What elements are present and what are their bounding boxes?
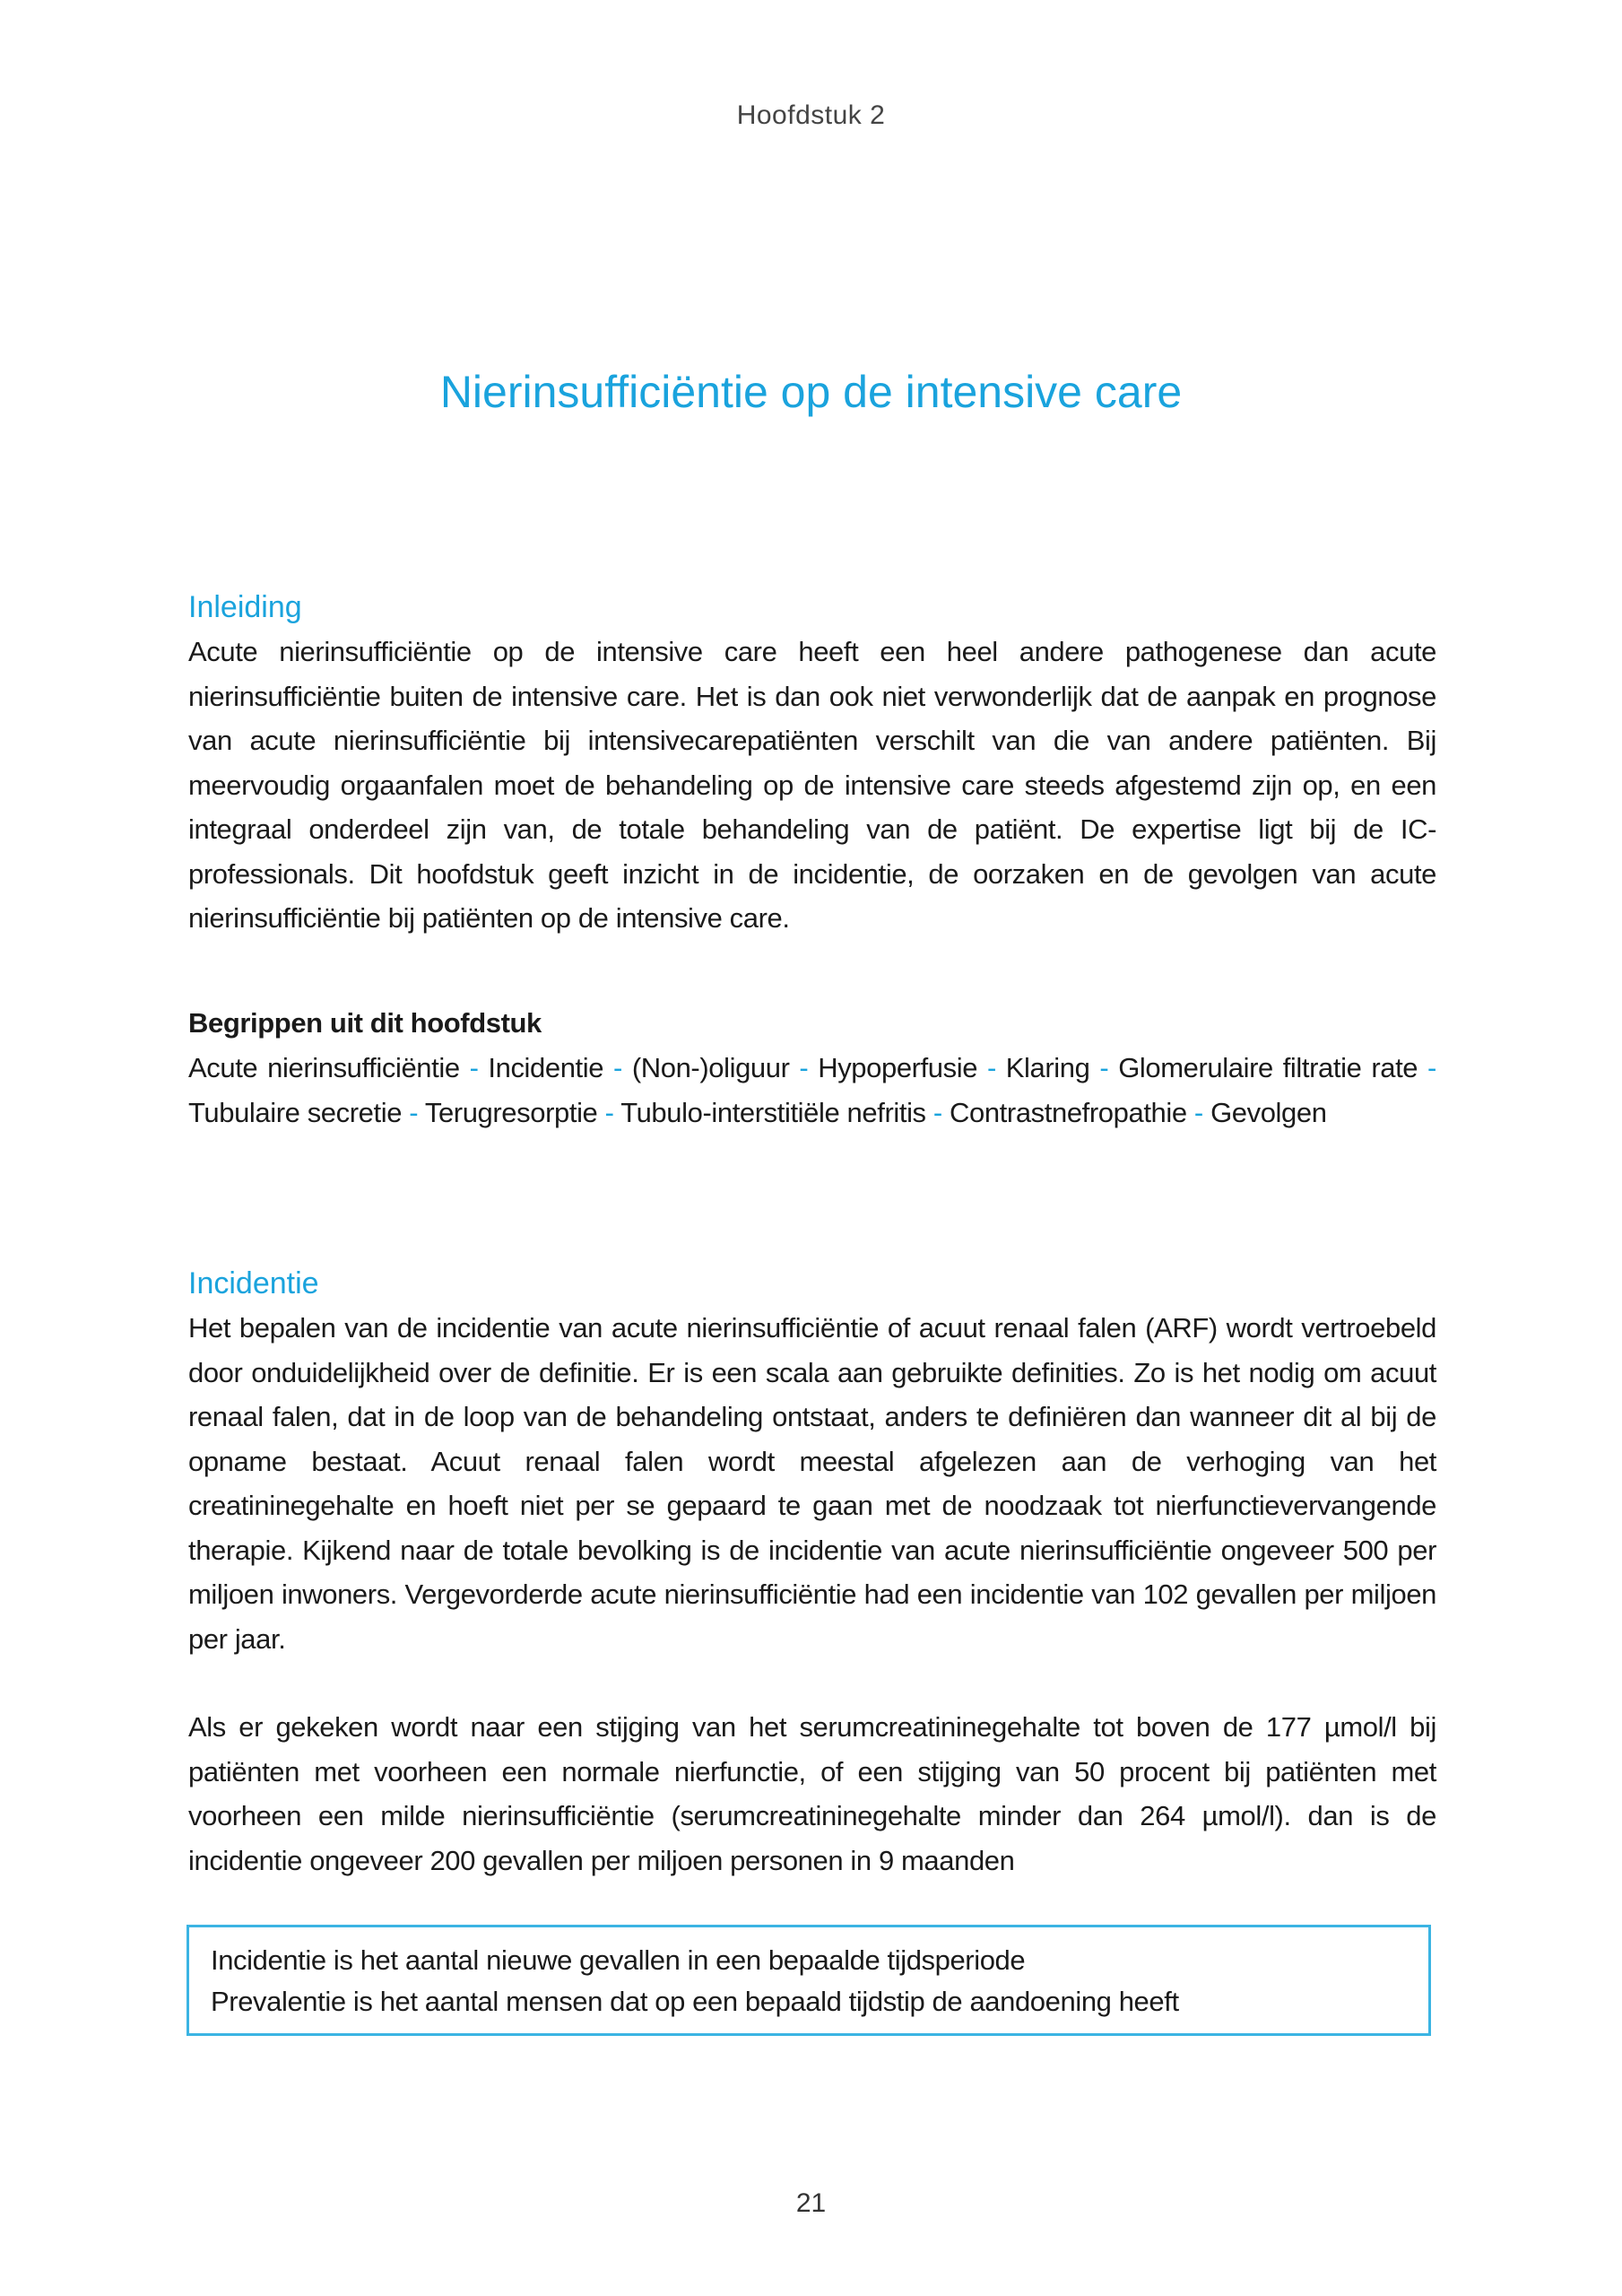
begrippen-heading: Begrippen uit dit hoofdstuk <box>188 1007 542 1039</box>
section-heading-inleiding: Inleiding <box>188 590 302 624</box>
section-begrippen <box>188 1001 1436 1135</box>
definition-callout-box <box>186 1925 1431 2036</box>
begrip-term: Contrastnefropathie <box>950 1096 1187 1128</box>
section-inleiding <box>188 585 1436 941</box>
section-incidentie <box>188 1261 1436 1883</box>
term-separator: - <box>1089 1052 1119 1083</box>
begrip-term: Gevolgen <box>1210 1096 1327 1128</box>
term-separator: - <box>977 1052 1006 1083</box>
term-separator: - <box>402 1096 425 1128</box>
term-separator: - <box>459 1052 489 1083</box>
begrip-term: Acute nierinsufficiëntie <box>188 1052 460 1083</box>
term-separator: - <box>1186 1096 1211 1128</box>
paragraph-inleiding: Acute nierinsufficiëntie op de intensive care heeft een heel andere pathogenese dan acute nierinsufficiëntie buiten de intensive care. Het is dan ook niet verwonderlijk dat de aanpak en prognose van acute nierinsufficiëntie bij intensivecarepatiënten verschilt van die van andere patiënten. Bij meervoudig orgaanfalen moet de behandeling op de intensive care steeds afgestemd zijn op, en een integraal onderdeel zijn van, de totale behandeling van de patiënt. De expertise ligt bij de IC-professionals. Dit hoofdstuk geeft inzicht in de incidentie, de oorzaken en de gevolgen van acute nierinsufficiëntie bij patiënten op de intensive care. <box>188 636 1436 934</box>
page-number: 21 <box>795 2188 827 2218</box>
callout-line-incidentie: Incidentie is het aantal nieuwe gevallen in een bepaalde tijdsperiode <box>211 1944 1026 1976</box>
begrip-term: Tubulo-interstitiële nefritis <box>620 1096 926 1128</box>
paragraph-incidentie-2: Als er gekeken wordt naar een stijging van het serumcreatininegehalte tot boven de 177 µmol/l bij patiënten met voorheen een normale nierfunctie, of een stijging van 50 procent bij patiënten met voorheen een milde nierinsufficiëntie (serumcreatininegehalte minder dan 264 µmol/l). dan is de incidentie ongeveer 200 gevallen per miljoen personen in 9 maanden <box>188 1711 1436 1876</box>
begrip-term: Tubulaire secretie <box>188 1096 403 1128</box>
begrip-term: Terugresorptie <box>424 1096 598 1128</box>
begrip-term: (Non-)oliguur <box>631 1052 790 1083</box>
callout-line-prevalentie: Prevalentie is het aantal mensen dat op een bepaald tijdstip de aandoening heeft <box>211 1986 1179 2017</box>
begrippen-terms <box>188 1046 1436 1135</box>
term-separator: - <box>1418 1052 1436 1083</box>
chapter-title: Nierinsufficiëntie op de intensive care <box>439 367 1183 417</box>
term-separator: - <box>597 1096 621 1128</box>
paragraph-incidentie-1: Het bepalen van de incidentie van acute nierinsufficiëntie of acuut renaal falen (ARF) wordt vertroebeld door onduidelijkheid over de definitie. Er is een scala aan gebruikte definities. Zo is het nodig om acuut renaal falen, dat in de loop van de behandeling ontstaat, anders te definiëren dan wanneer dit al bij de opname bestaat. Acuut renaal falen wordt meestal afgelezen aan de verhoging van het creatininegehalte en hoeft niet per se gepaard te gaan met de noodzaak tot nierfunctievervangende therapie. Kijkend naar de totale bevolking is de incidentie van acute nierinsufficiëntie ongeveer 500 per miljoen inwoners. Vergevorderde acute nierinsufficiëntie had een incidentie van 102 gevallen per miljoen per jaar. <box>188 1312 1436 1655</box>
running-head: Hoofdstuk 2 <box>736 100 886 130</box>
begrip-term: Incidentie <box>488 1052 604 1083</box>
term-separator: - <box>603 1052 632 1083</box>
begrip-term: Glomerulaire filtratie rate <box>1118 1052 1418 1083</box>
term-separator: - <box>789 1052 819 1083</box>
begrip-term: Hypoperfusie <box>818 1052 978 1083</box>
begrip-term: Klaring <box>1005 1052 1090 1083</box>
term-separator: - <box>925 1096 950 1128</box>
section-heading-incidentie: Incidentie <box>188 1266 319 1300</box>
